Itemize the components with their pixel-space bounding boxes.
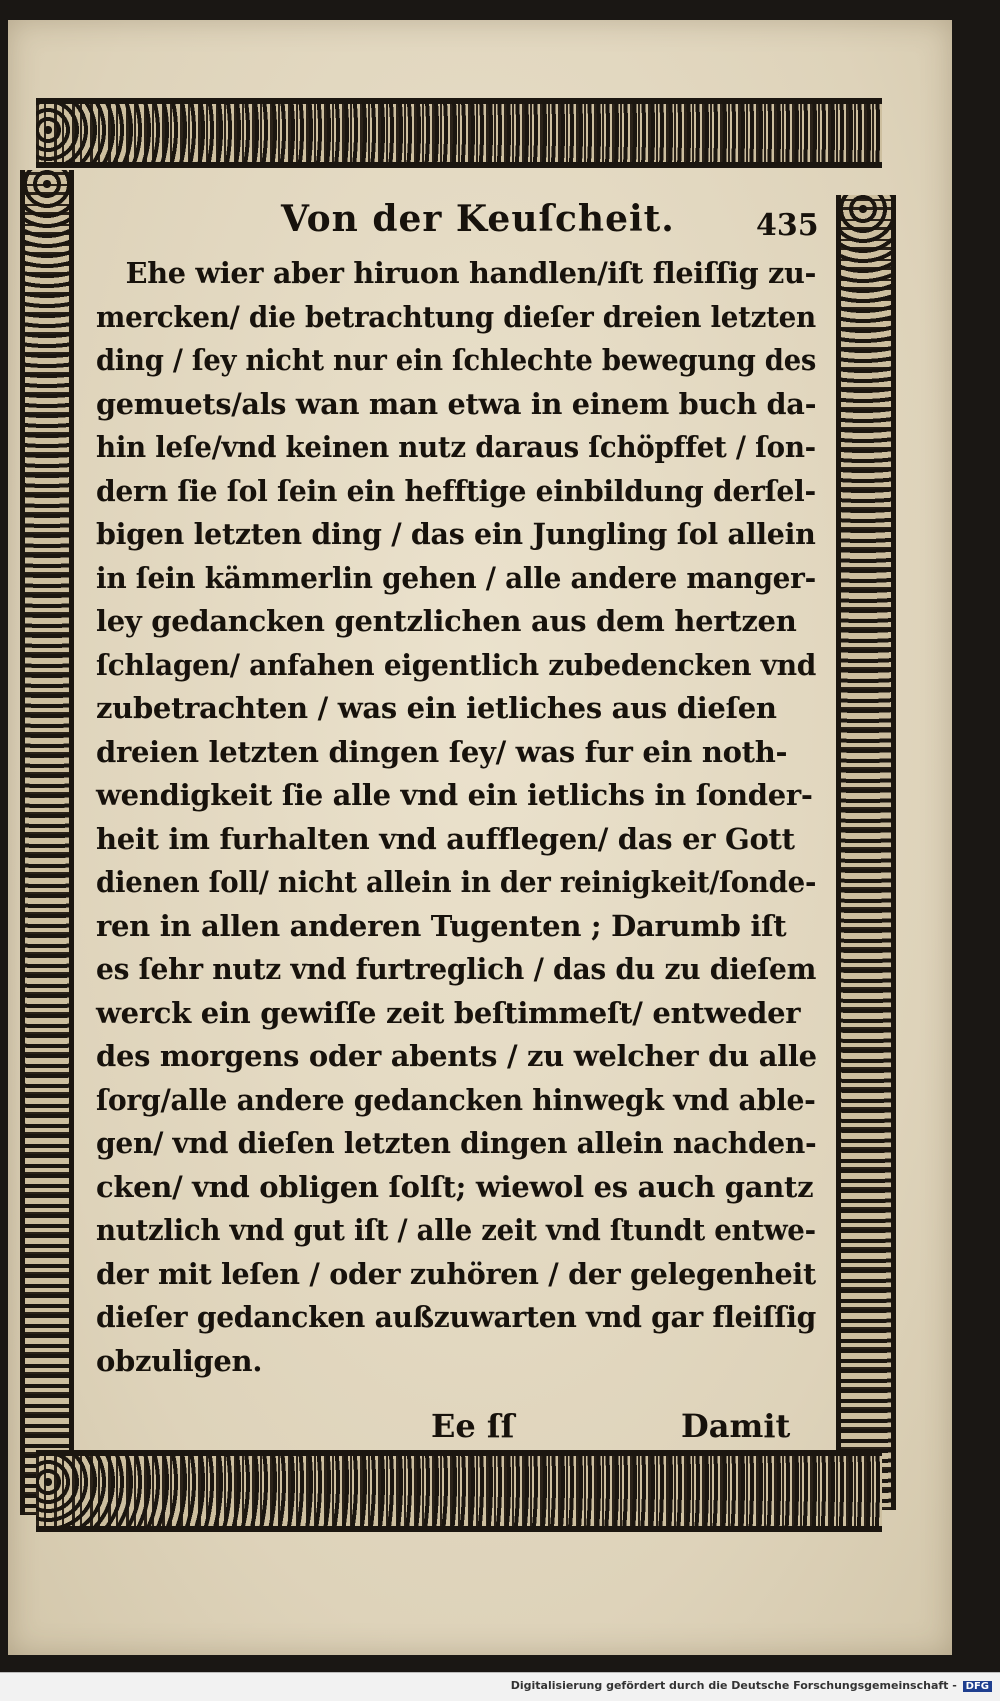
credit-bar	[0, 1672, 1000, 1701]
text-block	[96, 188, 819, 1459]
ornamental-border-right	[836, 195, 896, 1510]
body-text	[96, 252, 816, 1383]
text-line: es ſehr nutz vnd furtreglich / das du zu dieſem	[96, 952, 817, 986]
text-line: dienen ſoll/ nicht allein in der reinigkeit/ſonde-	[96, 865, 817, 899]
text-line: der mit leſen / oder zuhören / der gelegenheit	[96, 1256, 816, 1291]
text-line: ley gedancken gentzlichen aus dem hertzen	[96, 604, 797, 638]
text-line: ren in allen anderen Tugenten ; Darumb iſt	[96, 908, 787, 943]
running-title: Von der Keuſcheit.	[281, 198, 675, 240]
text-line: bigen letzten ding / das ein Jungling ſol allein	[96, 517, 816, 551]
text-line: in ſein kämmerlin gehen / alle andere manger-	[96, 560, 816, 595]
text-line: zubetrachten / was ein ietliches aus dieſen	[96, 691, 777, 725]
text-line: des morgens oder abents / zu welcher du alle	[96, 1039, 817, 1073]
text-line: ſorg/alle andere gedancken hinwegk vnd able-	[96, 1082, 816, 1117]
text-line: mercken/ die betrachtung dieſer dreien letzten	[96, 299, 816, 334]
text-line: nutzlich vnd gut iſt / alle zeit vnd ſtundt entwe-	[96, 1213, 816, 1247]
text-line: wendigkeit ſie alle vnd ein ietlichs in ſonder-	[96, 778, 813, 812]
text-line: gemuets/als wan man etwa in einem buch da-	[96, 386, 817, 421]
signature-mark: Ee ſſ	[431, 1407, 515, 1445]
funding-credit-text: Digitalisierung gefördert durch die Deutsche Forschungsgemeinschaft -	[510, 1679, 957, 1692]
text-line: dreien letzten dingen ſey/ was fur ein noth-	[96, 734, 788, 769]
text-line: dieſer gedancken außzuwarten vnd gar fleiſſig	[96, 1300, 817, 1334]
dfg-logo[interactable]: DFG	[963, 1681, 992, 1692]
text-line: gen/ vnd dieſen letzten dingen allein nachden-	[96, 1126, 817, 1160]
text-line: obzuligen.	[96, 1343, 263, 1378]
text-line: cken/ vnd obligen ſolſt; wiewol es auch gantz	[96, 1169, 814, 1204]
text-line: ſchlagen/ anfahen eigentlich zubedencken vnd	[96, 647, 817, 682]
ornamental-border-left	[20, 170, 74, 1515]
funding-credit	[511, 1679, 992, 1692]
ornamental-border-bottom	[36, 1450, 882, 1532]
text-line: dern ſie ſol ſein ein hefftige einbildung derſel-	[96, 473, 816, 508]
catchword: Damit	[681, 1407, 791, 1445]
book-page	[8, 20, 952, 1655]
page-footer	[96, 1399, 816, 1459]
running-header	[96, 188, 819, 248]
page-number: 435	[756, 208, 819, 243]
text-line: ding / ſey nicht nur ein ſchlechte bewegung des	[96, 343, 817, 377]
ornamental-border-top	[36, 98, 882, 168]
text-line: werck ein gewiſſe zeit beſtimmeſt/ entweder	[96, 995, 801, 1030]
text-line: heit im furhalten vnd aufflegen/ das er Gott	[96, 821, 795, 856]
text-line: Ehe wier aber hiruon handlen/iſt fleiſſig zu-	[125, 256, 817, 290]
text-line: hin leſe/vnd keinen nutz daraus ſchöpffet / ſon-	[96, 430, 816, 464]
